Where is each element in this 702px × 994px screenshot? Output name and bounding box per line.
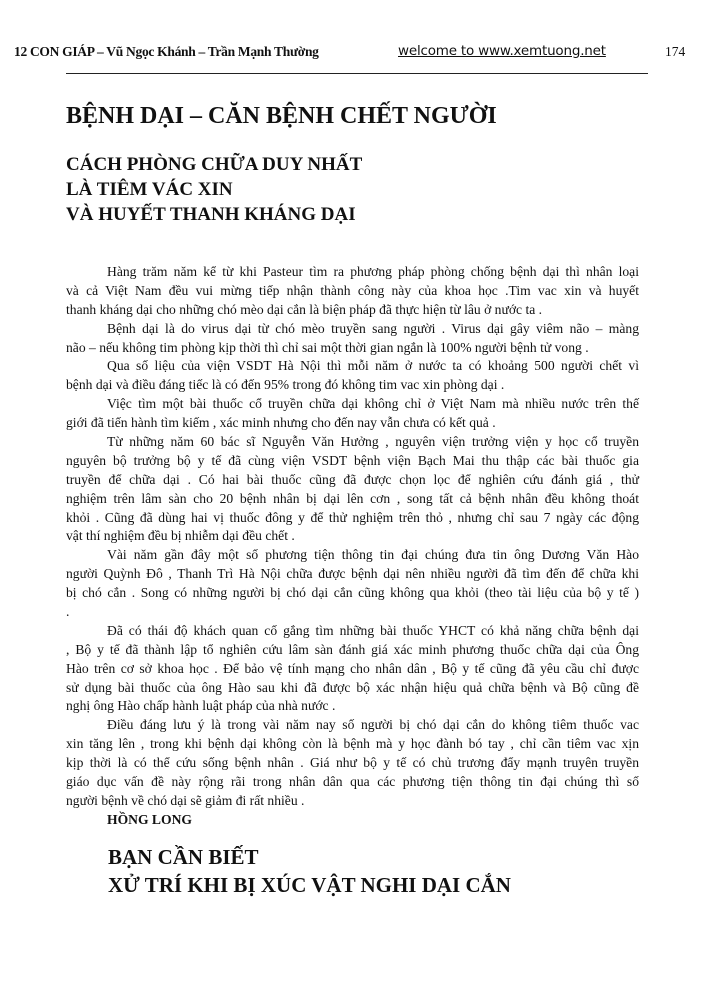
text-line: bị chó cắn . Song có những người bị chó dại cắn cũng không qua khỏi (theo tài liệu của bộ y tế ) [66, 585, 639, 601]
text-line: Qua số liệu của viện VSDT Hà Nội thì mỗi năm ở nước ta có khoảng 500 người chết vì [107, 358, 639, 374]
article-title: BỆNH DẠI – CĂN BỆNH CHẾT NGƯỜI [66, 103, 497, 129]
text-line: nguyên bộ trưởng bộ y tế đã cùng viện VSDT bệnh viện Bạch Mai thu thập các bài thuốc gia [66, 452, 639, 468]
text-line: khỏi . Cũng đã dùng hai vị thuốc đông y để thử nghiệm trên thỏ , nhưng chỉ sau 7 ngày các động [66, 509, 639, 525]
text-line: giới đã tiến hành tìm kiếm , xác minh nhưng cho đến nay vẫn chưa có kết quả . [66, 415, 496, 431]
author-signature: HỒNG LONG [107, 811, 192, 827]
text-line: truyền để chữa dại . Có hai bài thuốc cũng đã được chọn lọc để nghiên cứu đánh giá , thử [66, 471, 639, 487]
text-line: và cả Việt Nam đều vui mừng tiếp nhận thành công này của khoa học .Tim vac xin và huyết [66, 282, 639, 298]
text-line: người bệnh về chó dại sẽ giảm đi rất nhiều . [66, 792, 305, 808]
text-line: thanh kháng dại cho những chó mèo dại cắn là biện pháp đã thực hiện từ lâu ở nước ta . [66, 301, 543, 317]
text-line: giáo dục vấn đề này rộng rãi trong nhân dân qua các phương tiện thông tin đại chúng thì số [66, 774, 639, 790]
website-link[interactable]: welcome to www.xemtuong.net [398, 43, 606, 59]
text-line: bệnh dại và điều đáng tiếc là có đến 95% trong đó không tim vac xin phòng dại . [66, 377, 505, 393]
text-line: Bệnh dại là do virus dại từ chó mèo truyền sang người . Virus dại gây viêm não – màng [107, 320, 639, 336]
text-line: Đã có thái độ khách quan cố gắng tìm những bài thuốc YHCT có khả năng chữa bệnh dại [107, 622, 639, 638]
paragraph [66, 263, 639, 320]
paragraph [66, 622, 639, 716]
text-line: kịp thời là có thể cứu sống bệnh nhân . Giá như bộ y tế có chủ trương đẩy mạnh truyên truyền [66, 755, 639, 771]
text-line: Điều đáng lưu ý là trong vài năm nay số người bị chó dại cắn do không tiêm thuốc vac [107, 717, 639, 733]
text-line: người Quỳnh Đô , Thanh Trì Hà Nội chữa được bệnh dại nên nhiều người đã tìm đến để chữa khi [66, 566, 639, 582]
page-number: 174 [665, 44, 686, 59]
text-line: Hào trên cơ sở khoa học . Để bảo vệ tính mạng cho nhân dân , Bộ y tế cũng đã yêu cầu chỉ được [66, 660, 639, 676]
subtitle-line: CÁCH PHÒNG CHỮA DUY NHẤT [66, 154, 363, 175]
text-line: nghị ông Hào chấp hành luật pháp của nhà nước . [66, 698, 336, 714]
text-line: sử dụng bài thuốc của ông Hào sau khi đã được bộ xác nhận hiệu quả chữa bệnh và Bộ cũng đề [66, 679, 639, 695]
text-line: , Bộ y tế đã thành lập tổ nghiên cứu lâm sàn đánh giá xác minh phương thuốc chữa dại của Ông [66, 641, 639, 657]
text-line: . [66, 604, 70, 620]
text-line: nghiệm trên lâm sàn cho 20 bệnh nhân bị dại lên cơn , song tất cả bệnh nhân đều không thoát [66, 490, 639, 506]
text-line: não – nếu không tim phòng kịp thời thì chỉ sai một thời gian ngắn là 100% người bệnh tử vong . [66, 339, 589, 355]
paragraph [66, 716, 639, 810]
paragraph [66, 433, 639, 546]
text-line: Việc tìm một bài thuốc cổ truyền chữa dại không chỉ ở Việt Nam mà nhiều nước trên thế [107, 396, 639, 412]
text-line: xin tăng lên , trong khi bệnh dại không còn là bệnh mà y học đành bó tay , chỉ cần tiêm vac xịn [66, 736, 639, 752]
paragraph [66, 357, 639, 395]
text-line: Vài năm gần đây một số phương tiện thông tin đại chúng đưa tin ông Dương Văn Hào [107, 547, 639, 563]
paragraph [66, 395, 639, 433]
paragraph [66, 546, 639, 622]
section-heading-line: XỬ TRÍ KHI BỊ XÚC VẬT NGHI DẠI CẮN [108, 873, 511, 897]
text-line: vật thí nghiệm đều bị nhiễm dại đều chết . [66, 528, 295, 544]
text-line: Hàng trăm năm kể từ khi Pasteur tìm ra phương pháp phòng chống bệnh dại thì nhân loại [107, 264, 639, 279]
book-title: 12 CON GIÁP – Vũ Ngọc Khánh – Trần Mạnh Thường [14, 44, 319, 59]
subtitle-line: LÀ TIÊM VÁC XIN [66, 179, 233, 200]
paragraph [66, 320, 639, 358]
article-body [66, 263, 639, 830]
section-heading-line: BẠN CẦN BIẾT [108, 845, 259, 869]
subtitle-line: VÀ HUYẾT THANH KHÁNG DẠI [66, 204, 356, 225]
text-line: Từ những năm 60 bác sĩ Nguyễn Văn Hưởng , nguyên viện trưởng viện y học cổ truyền [107, 434, 639, 450]
header-rule [66, 73, 648, 74]
